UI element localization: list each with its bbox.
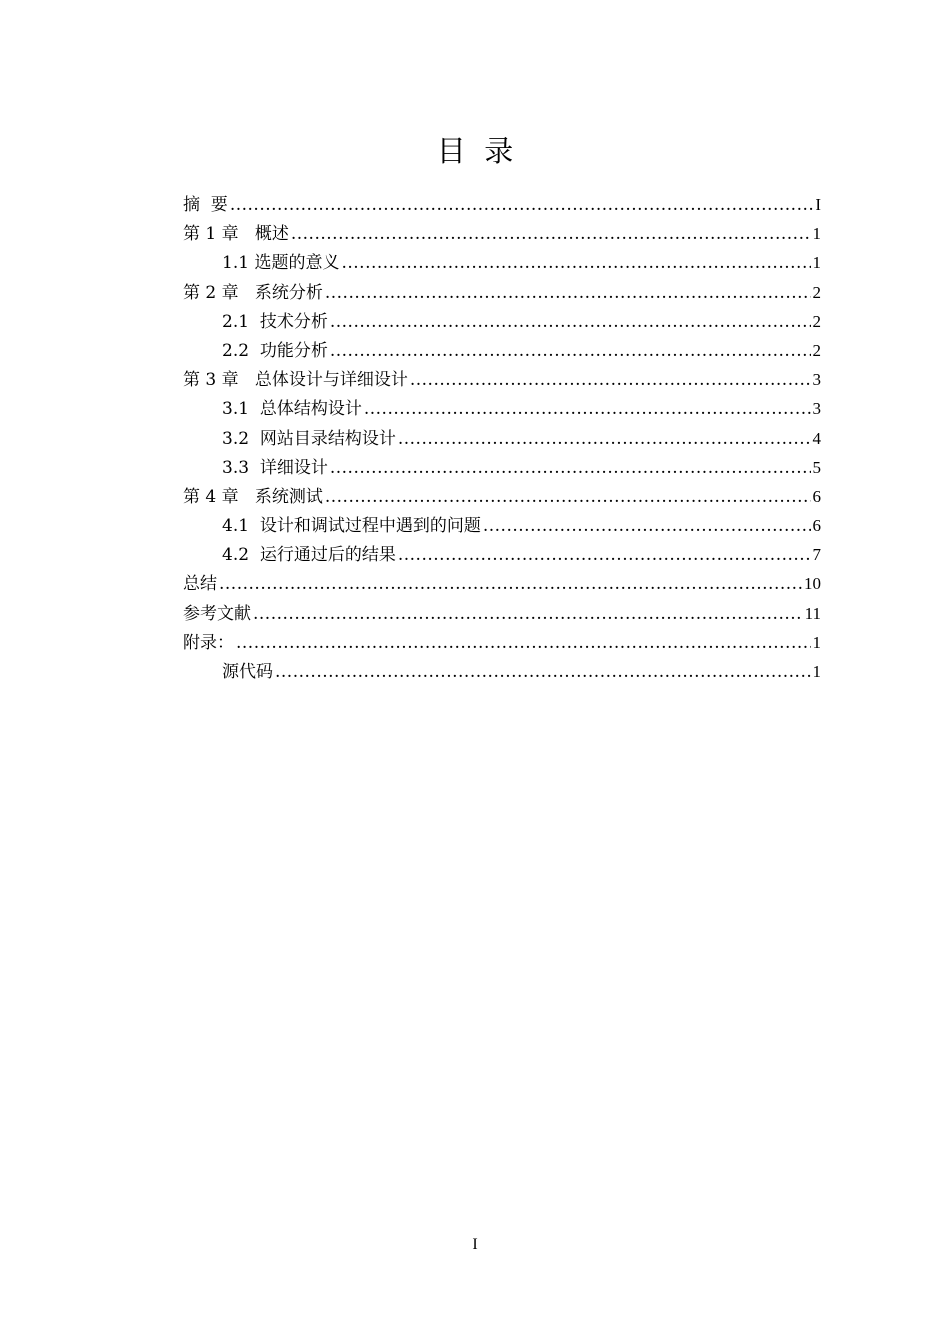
toc-entry-section-4-2[interactable]: [183, 540, 821, 569]
toc-page-number: 5: [812, 457, 821, 477]
page-title: 目 录: [436, 134, 514, 168]
toc-entry-label: 2.1 技术分析: [222, 311, 328, 332]
toc-entry-label: 第 3 章 总体设计与详细设计: [183, 370, 408, 391]
table-of-contents: [183, 190, 821, 686]
toc-entry-label: 源代码: [222, 662, 273, 682]
toc-entry-chapter-2[interactable]: [183, 278, 821, 307]
toc-entry-label: 3.2 网站目录结构设计: [222, 428, 396, 449]
toc-entry-section-4-1[interactable]: [183, 511, 821, 540]
toc-page-number: 2: [812, 311, 821, 331]
toc-page-number: 11: [804, 603, 821, 623]
toc-entry-section-3-3[interactable]: [183, 453, 821, 482]
toc-page-number: 2: [812, 282, 821, 302]
toc-entry-section-2-1[interactable]: [183, 307, 821, 336]
toc-dot-leader: [219, 570, 802, 599]
toc-dot-leader: [341, 249, 810, 278]
toc-dot-leader: [275, 658, 811, 687]
toc-entry-label: 3.3 详细设计: [222, 457, 328, 478]
toc-page-number: I: [815, 195, 821, 214]
toc-dot-leader: [330, 337, 811, 366]
toc-page-number: 2: [812, 340, 821, 360]
toc-dot-leader: [410, 366, 811, 395]
toc-dot-leader: [291, 220, 811, 249]
toc-page-number: 3: [812, 370, 821, 390]
toc-entry-label: 4.2 运行通过后的结果: [222, 545, 396, 566]
toc-dot-leader: [398, 425, 811, 454]
toc-entry-label: 第 1 章 概述: [183, 224, 289, 245]
toc-entry-label: 1.1 选题的意义: [222, 253, 340, 274]
toc-page-number: 1: [812, 253, 821, 273]
toc-page-number: 3: [812, 399, 821, 419]
toc-entry-label: 第 4 章 系统测试: [183, 486, 323, 507]
toc-page-number: 7: [812, 545, 821, 565]
toc-entry-source-code[interactable]: [183, 657, 821, 686]
toc-entry-chapter-4[interactable]: [183, 482, 821, 511]
toc-page-number: 6: [812, 516, 821, 536]
toc-page-number: 1: [812, 632, 821, 652]
toc-dot-leader: [325, 483, 811, 512]
toc-dot-leader: [253, 600, 803, 629]
toc-dot-leader: [236, 629, 811, 658]
toc-dot-leader: [483, 512, 811, 541]
toc-dot-leader: [330, 308, 811, 337]
toc-entry-label: 总结: [183, 574, 217, 595]
toc-entry-abstract[interactable]: [183, 190, 821, 219]
toc-entry-label: 摘 要: [183, 195, 228, 215]
toc-page-number: 1: [812, 662, 821, 681]
toc-page-number: 10: [804, 574, 821, 594]
toc-entry-label: 3.1 总体结构设计: [222, 399, 362, 420]
toc-entry-appendix[interactable]: [183, 628, 821, 657]
toc-entry-label: 参考文献: [183, 603, 251, 624]
toc-entry-section-1-1[interactable]: [183, 248, 821, 277]
toc-entry-label: 4.1 设计和调试过程中遇到的问题: [222, 516, 481, 537]
toc-page-number: 6: [812, 486, 821, 506]
toc-dot-leader: [364, 395, 811, 424]
toc-entry-label: 第 2 章 系统分析: [183, 282, 323, 303]
toc-page-number: 4: [812, 428, 821, 448]
toc-dot-leader: [398, 541, 811, 570]
toc-dot-leader: [325, 279, 811, 308]
toc-page-number: 1: [812, 224, 821, 244]
toc-entry-section-3-2[interactable]: [183, 424, 821, 453]
toc-entry-section-3-1[interactable]: [183, 394, 821, 423]
footer-page-number: I: [472, 1236, 478, 1253]
toc-entry-chapter-3[interactable]: [183, 365, 821, 394]
toc-entry-section-2-2[interactable]: [183, 336, 821, 365]
toc-dot-leader: [330, 454, 811, 483]
toc-entry-label: 2.2 功能分析: [222, 340, 328, 361]
toc-entry-chapter-1[interactable]: [183, 219, 821, 248]
toc-entry-references[interactable]: [183, 599, 821, 628]
toc-dot-leader: [230, 191, 814, 220]
toc-entry-label: 附录：: [183, 632, 234, 653]
toc-entry-summary[interactable]: [183, 569, 821, 598]
